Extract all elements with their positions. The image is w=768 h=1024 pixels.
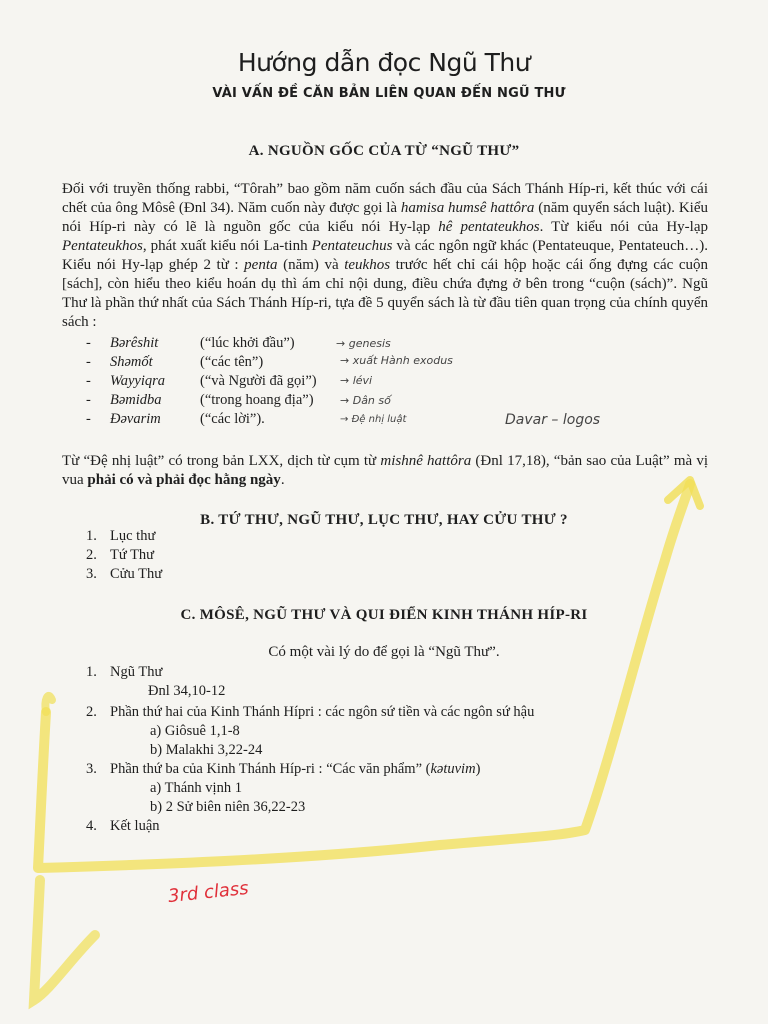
section-c-intro: Có một vài lý do để gọi là “Ngũ Thư”. (268, 644, 500, 660)
highlighter-stroke (38, 484, 690, 868)
book-list-item: - Shəmốt (“các tên”) (86, 354, 264, 370)
highlighter-stroke (45, 696, 52, 712)
book-list-item: - Bərêshit (“lúc khởi đầu”) (86, 335, 295, 351)
handwritten-note: → Đệ nhị luật (340, 414, 407, 425)
red-handwritten-note: 3rd class (167, 877, 250, 908)
book-list-item: - Bəmidba (“trong hoang địa”) (86, 392, 314, 408)
highlighter-stroke (34, 880, 95, 1000)
book-list-item: - Đəvarim (“các lời”). (86, 411, 265, 427)
section-a-heading: A. NGUỒN GỐC CỦA TỪ “NGŨ THƯ” (248, 143, 520, 159)
list-item: 2. Phần thứ hai của Kinh Thánh Hípri : các ngôn sứ tiền và các ngôn sứ hậu (86, 704, 535, 720)
page-title: Hướng dẫn đọc Ngũ Thư (237, 48, 531, 77)
sub-item: b) 2 Sử biên niên 36,22-23 (150, 799, 306, 815)
page-subtitle: VÀI VẤN ĐỀ CĂN BẢN LIÊN QUAN ĐẾN NGŨ THƯ (212, 86, 566, 101)
sub-item: a) Giôsuê 1,1-8 (150, 723, 240, 739)
sub-item: a) Thánh vịnh 1 (150, 780, 242, 796)
sub-item: b) Malakhi 3,22-24 (150, 742, 263, 758)
list-item: 3. Cửu Thư (86, 566, 163, 582)
section-a-paragraph-2: Từ “Đệ nhị luật” có trong bản LXX, dịch từ cụm từ mishnê hattôra (Đnl 17,18), “bản sao của Luật” mà vị vua phải có và phải đọc hằng ngày. (62, 453, 708, 488)
handwritten-note: Davar – logos (505, 412, 601, 428)
list-item: 2. Tứ Thư (86, 547, 155, 563)
sub-item: Đnl 34,10-12 (148, 683, 226, 699)
handwritten-note: → genesis (336, 337, 391, 350)
handwritten-note: → xuất Hành exodus (340, 354, 453, 367)
section-b-heading: B. TỨ THƯ, NGŨ THƯ, LỤC THƯ, HAY CỬU THƯ ? (200, 512, 568, 528)
book-list-item: - Wayyiqra (“và Người đã gọi”) (86, 373, 317, 389)
list-item: 4. Kết luận (86, 818, 160, 834)
list-item: 1. Ngũ Thư (86, 664, 163, 680)
list-item: 1. Lục thư (86, 528, 156, 544)
handwritten-note: → lévi (340, 374, 373, 387)
list-item: 3. Phần thứ ba của Kinh Thánh Híp-ri : “Các văn phẩm” (kətuvim) (86, 761, 481, 777)
handwritten-note: → Dân số (340, 394, 391, 407)
section-a-paragraph-1: Đối với truyền thống rabbi, “Tôrah” bao gồm năm cuốn sách đầu của Sách Thánh Híp-ri, kết thúc với cái chết của ông Môsê (Đnl 34). Năm cuốn này được gọi là hamisa humsê hattôra (năm quyển sách luật). Kiểu nói Híp-ri này có lẽ là nguồn gốc của kiểu nói Hy-lạp hê pentateukhos. Từ kiểu nói của Hy-lạp Pentateukhos, phát xuất kiểu nói La-tinh Pentateuchus và các ngôn ngữ khác (Pentateuque, Pentateuch…). Kiểu nói Hy-lạp ghép 2 từ : penta (năm) và teukhos trước hết chỉ cái hộp hoặc cái ống đựng các cuộn [sách], còn hiểu theo kiểu hoán dụ thì ám chỉ nội dung, điều chứa đựng ở bên trong “cuộn (sách)”. Ngũ Thư là phần thứ nhất của Sách Thánh Híp-ri, tựa đề 5 quyển sách là từ đầu tiên quan trọng của chính quyển sách : (62, 181, 708, 330)
section-c-heading: C. MÔSÊ, NGŨ THƯ VÀ QUI ĐIỂN KINH THÁNH HÍP-RI (180, 607, 588, 623)
